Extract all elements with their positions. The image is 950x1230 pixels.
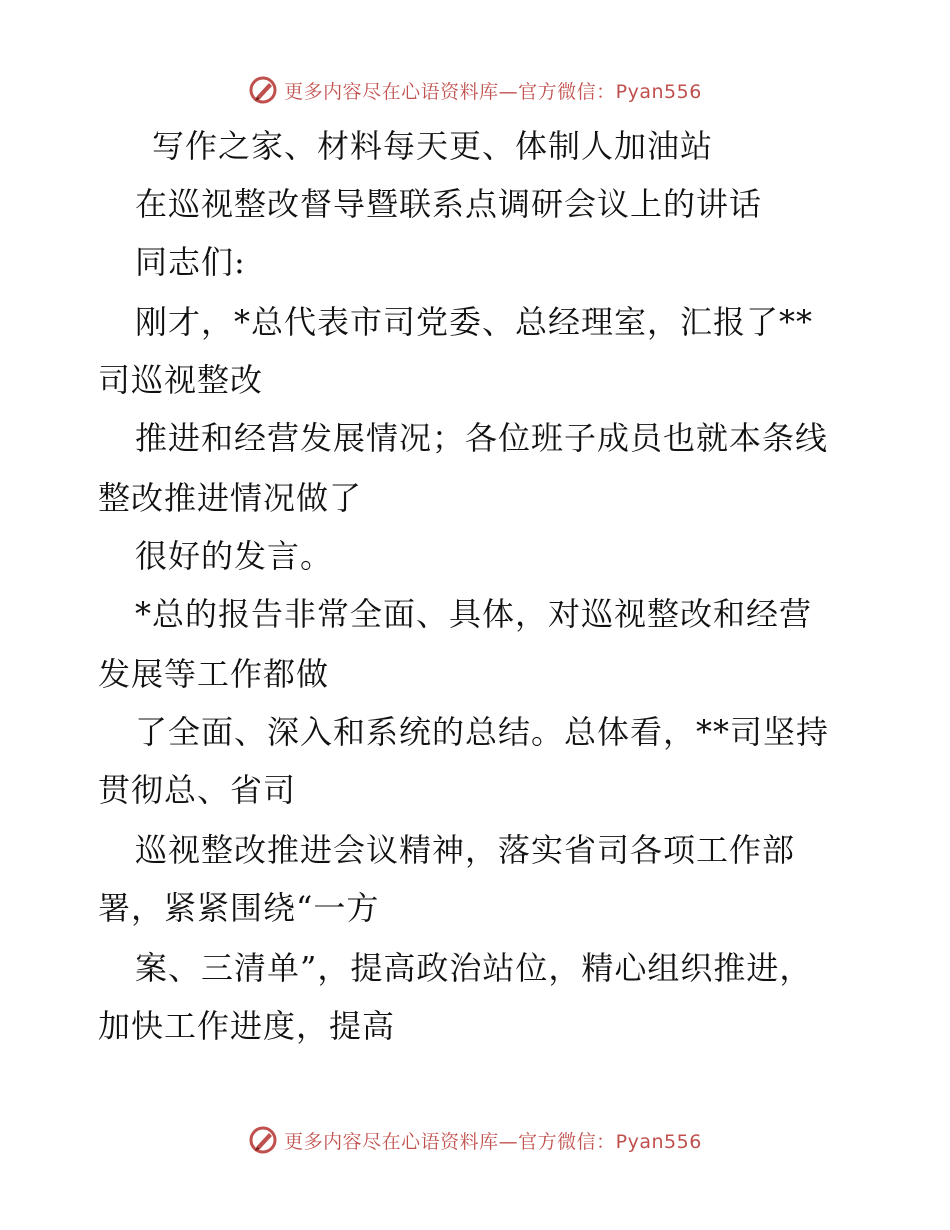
banner-text: 更多内容尽在心语资料库—官方微信：Pyan556	[284, 1130, 702, 1153]
doc-line: 巡视整改推进会议精神，落实省司各项工作部	[135, 831, 796, 869]
doc-line: 写作之家、材料每天更、体制人加油站	[152, 127, 714, 165]
doc-line: 推进和经营发展情况；各位班子成员也就本条线	[135, 419, 829, 457]
doc-line: 署，紧紧围绕“一方	[98, 889, 380, 927]
doc-line: 很好的发言。	[135, 537, 334, 575]
doc-line: 了全面、深入和系统的总结。总体看，**司坚持	[135, 713, 830, 751]
doc-line: 贯彻总、省司	[98, 771, 297, 809]
doc-line: 案、三清单”，提高政治站位，精心组织推进，	[135, 949, 813, 987]
pen-logo-icon	[248, 75, 278, 105]
pen-logo-icon	[248, 1125, 278, 1155]
doc-line: *总的报告非常全面、具体，对巡视整改和经营	[135, 595, 813, 633]
doc-line: 整改推进情况做了	[98, 479, 363, 517]
doc-line: 加快工作进度，提高	[98, 1007, 396, 1045]
doc-line: 同志们:	[135, 243, 246, 281]
doc-line: 刚才，*总代表市司党委、总经理室，汇报了**	[135, 303, 814, 341]
header-watermark-banner	[0, 70, 950, 110]
banner-text: 更多内容尽在心语资料库—官方微信：Pyan556	[284, 80, 702, 103]
doc-line: 司巡视整改	[98, 361, 264, 399]
doc-title: 在巡视整改督导暨联系点调研会议上的讲话	[135, 185, 763, 223]
doc-line: 发展等工作都做	[98, 655, 330, 693]
footer-watermark-banner	[0, 1120, 950, 1160]
